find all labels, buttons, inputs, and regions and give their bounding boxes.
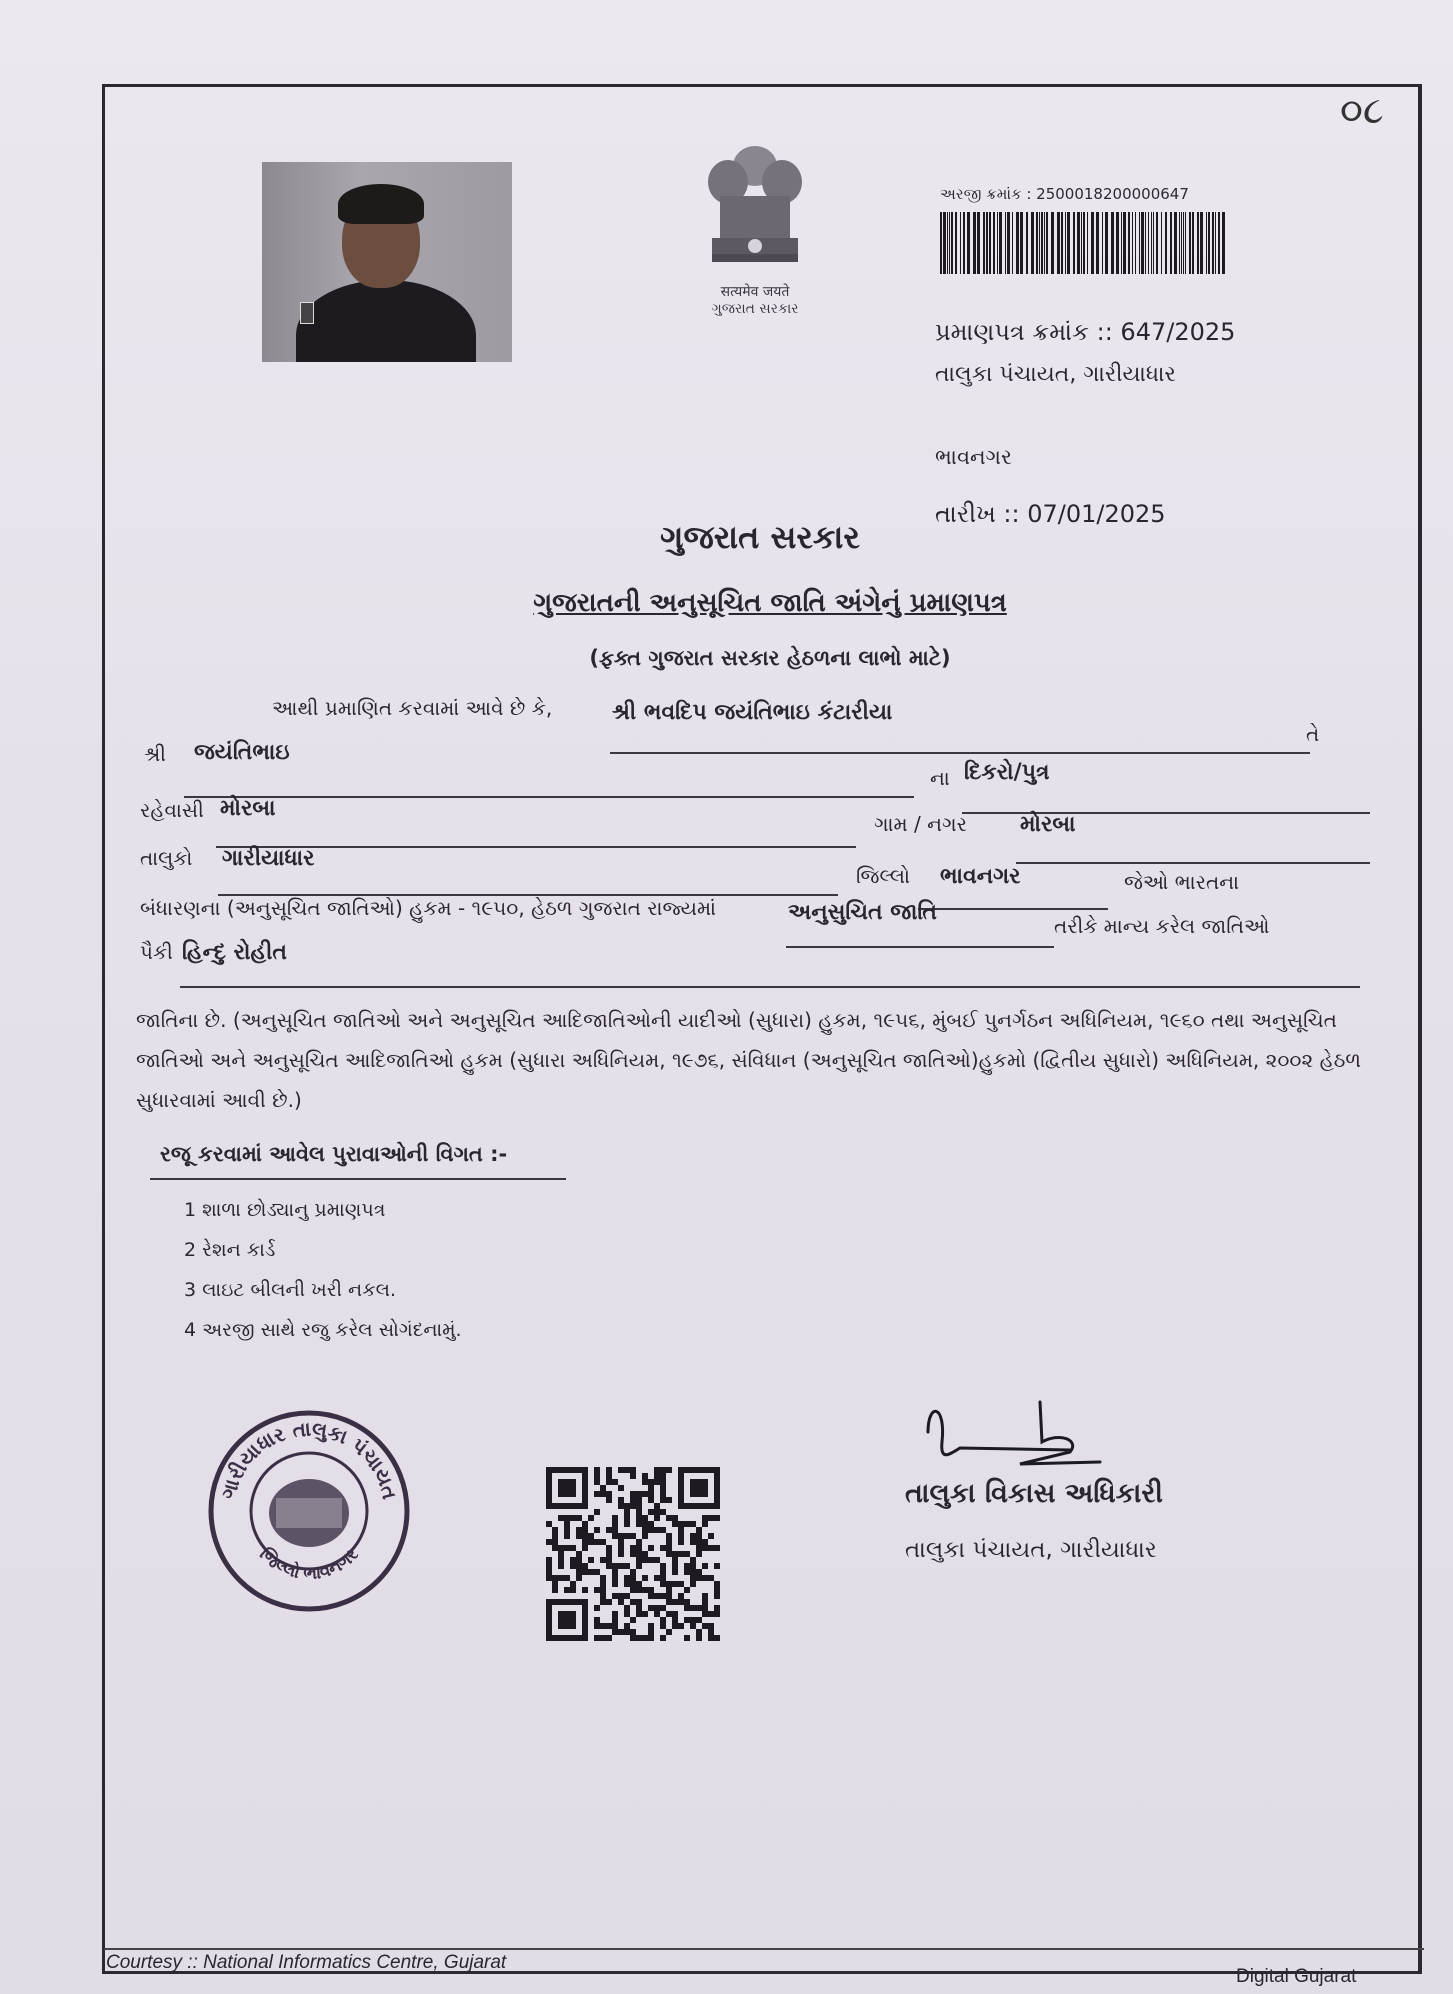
taluka-label: તાલુકો <box>140 846 193 870</box>
emblem-government: ગુજરાત સરકાર <box>711 301 799 317</box>
emblem-caption <box>690 284 820 318</box>
resident-value: મોરબા <box>220 796 276 821</box>
footer-courtesy: Courtesy :: National Informatics Centre, Gujarat <box>106 1952 507 1973</box>
proof-item: 4 અરજી સાથે રજુ કરેલ સોગંદનામું. <box>184 1319 462 1341</box>
government-heading: ગુજરાત સરકાર <box>660 518 860 556</box>
national-emblem-icon <box>690 134 820 284</box>
taluka-value: ગારીયાધાર <box>222 846 315 871</box>
seal-bottom-text: જિલ્લો ભાવનગર <box>255 1544 363 1585</box>
applicant-photo <box>262 162 512 362</box>
holder-name: શ્રી ભવદિપ જયંતિભાઇ કંટારીયા <box>612 700 893 725</box>
page-number: ૦૮ <box>1340 88 1384 132</box>
officer-designation: તાલુકા વિકાસ અધિકારી <box>905 1478 1164 1509</box>
taluka-panchayat-seal <box>206 1408 412 1614</box>
who-label: જેઓ ભારતના <box>1124 870 1240 894</box>
village-value: મોરબા <box>1020 812 1076 837</box>
resident-label: રહેવાસી <box>140 798 204 822</box>
officer-signature <box>920 1392 1130 1482</box>
caste-value: હિન્દુ રોહીત <box>182 940 287 965</box>
issue-date: તારીખ :: 07/01/2025 <box>935 500 1166 528</box>
proofs-heading-underline <box>150 1178 566 1180</box>
father-prefix: શ્રી <box>144 742 167 766</box>
father-name: જયંતિભાઇ <box>194 740 290 765</box>
order-text: બંધારણના (અનુસૂચિત જાતિઓ) હુકમ - ૧૯૫૦, હેઠળ ગુજરાત રાજ્યમાં <box>140 896 716 920</box>
issuing-district: ભાવનગર <box>935 445 1012 469</box>
application-number: અરજી ક્રમાંક : 2500018200000647 <box>940 185 1189 203</box>
proof-item: 1 શાળા છોડ્યાનુ પ્રમાણપત્ર <box>184 1199 386 1221</box>
issuing-office: તાલુકા પંચાયત, ગારીયાધાર <box>935 362 1176 387</box>
district-underline <box>918 908 1108 910</box>
te-label: તે <box>1306 722 1320 746</box>
category-value: અનુસુચિત જાતિ <box>788 900 937 925</box>
verification-qr-code <box>546 1466 720 1642</box>
district-value: ભાવનગર <box>940 864 1021 889</box>
category-underline <box>786 946 1054 948</box>
proof-item: 2 રેશન કાર્ડ <box>184 1239 276 1261</box>
certify-label: આથી પ્રમાણિત કરવામાં આવે છે કે, <box>272 696 553 720</box>
proofs-heading: રજૂ કરવામાં આવેલ પુરાવાઓની વિગત :- <box>160 1142 508 1166</box>
footer-divider <box>104 1948 1424 1950</box>
recognized-text: તરીકે માન્ય કરેલ જાતિઓ <box>1054 914 1270 938</box>
village-underline <box>1016 862 1370 864</box>
footer-brand: Digital Gujarat <box>1236 1966 1357 1987</box>
proofs-list <box>184 1190 462 1350</box>
among-label: પૈકી <box>140 940 173 964</box>
caste-underline <box>180 986 1360 988</box>
barcode <box>940 212 1230 274</box>
name-underline <box>610 752 1310 754</box>
certificate-subtitle: (ફક્ત ગુજરાત સરકાર હેઠળના લાભો માટે) <box>589 646 951 670</box>
proof-item: 3 લાઇટ બીલની ખરી નકલ. <box>184 1279 397 1301</box>
seal-top-text: ગારીયાધાર તાલુકા પંચાયત <box>215 1416 403 1502</box>
officer-office: તાલુકા પંચાયત, ગારીયાધાર <box>905 1537 1157 1563</box>
svg-text:જિલ્લો ભાવનગર <box>255 1544 362 1585</box>
na-label: ના <box>930 766 950 790</box>
father-underline <box>184 796 914 798</box>
relation: દિકરો/પુત્ર <box>964 760 1050 785</box>
legal-paragraph: જાતિના છે. (અનુસૂચિત જાતિઓ અને અનુસૂચિત આદિજાતિઓની યાદીઓ (સુધારા) હુકમ, ૧૯૫૬, મુંબઈ પુનર્ગઠન અધિનિયમ, ૧૯૬૦ તથા અનુસૂચિત જાતિઓ અને અનુસૂચિત આદિજાતિઓ હુકમ (સુધારા અધિનિયમ, ૧૯૭૬, સંવિધાન (અનુસૂચિત જાતિઓ)હુકમો (દ્વિતીય સુધારો) અધિનિયમ, ૨૦૦૨ હેઠળ સુધારવામાં આવી છે.) <box>136 1008 1362 1112</box>
village-label: ગામ / નગર <box>874 812 967 836</box>
certificate-title: ગુજરાતની અનુસૂચિત જાતિ અંગેનું પ્રમાણપત્ર <box>533 588 1007 618</box>
district-label: જિલ્લો <box>856 864 910 888</box>
emblem-motto: सत्यमेव जयते <box>720 284 790 300</box>
certificate-number: પ્રમાણપત્ર ક્રમાંક :: 647/2025 <box>935 318 1236 346</box>
